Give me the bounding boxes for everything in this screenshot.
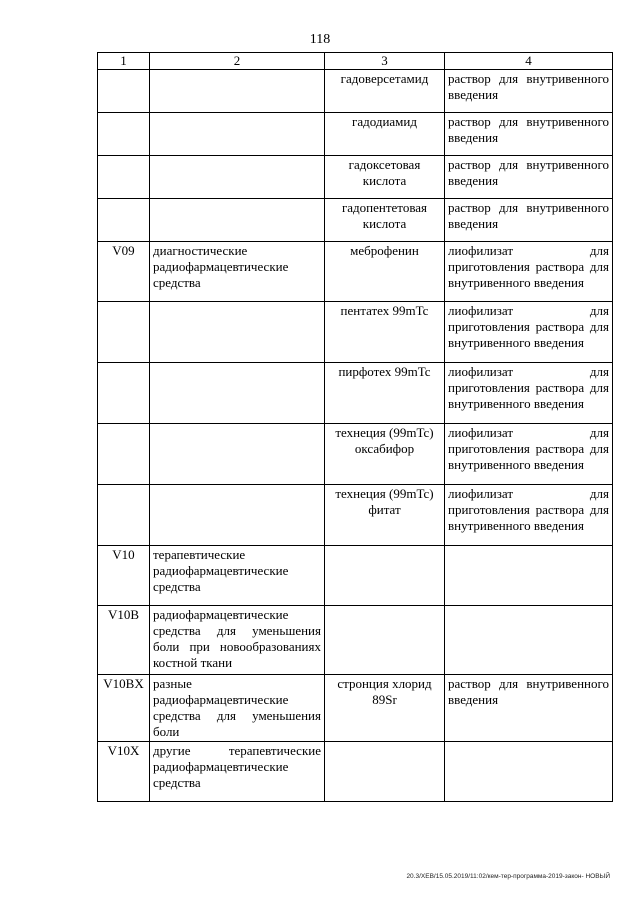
table-row [98, 424, 613, 485]
table-row [98, 675, 613, 742]
drug-name-cell: гадопентетовая кислота [325, 199, 445, 242]
atc-code-cell: V10B [98, 606, 150, 675]
drug-name-cell: пентатех 99mTc [325, 302, 445, 363]
table-row [98, 363, 613, 424]
drug-name-cell: технеция (99mTc) фитат [325, 485, 445, 546]
dosage-form-cell: лиофилизат для приготовления раствора для внутривенного введения [445, 242, 613, 302]
atc-code-cell [98, 302, 150, 363]
dosage-form-cell [445, 546, 613, 606]
dosage-form-cell: раствор для внутривенного введения [445, 675, 613, 742]
atc-code-cell [98, 363, 150, 424]
group-name-cell [150, 424, 325, 485]
group-name-cell: другие терапевтические радиофармацевтические средства [150, 742, 325, 802]
table-row [98, 485, 613, 546]
drug-name-cell: пирфотех 99mTc [325, 363, 445, 424]
drug-name-cell: меброфенин [325, 242, 445, 302]
group-name-cell: разные радиофармацевтические средства для уменьшения боли [150, 675, 325, 742]
header-cell-4: 4 [445, 53, 613, 70]
drug-name-cell [325, 742, 445, 802]
dosage-form-cell: лиофилизат для приготовления раствора для внутривенного введения [445, 424, 613, 485]
dosage-form-cell: раствор для внутривенного введения [445, 113, 613, 156]
atc-code-cell: V10 [98, 546, 150, 606]
drug-name-cell: гадодиамид [325, 113, 445, 156]
group-name-cell: радиофармацевтические средства для уменьшения боли при новообразованиях костной ткани [150, 606, 325, 675]
atc-code-cell [98, 485, 150, 546]
header-cell-1: 1 [98, 53, 150, 70]
dosage-form-cell: лиофилизат для приготовления раствора для внутривенного введения [445, 363, 613, 424]
header-cell-2: 2 [150, 53, 325, 70]
group-name-cell [150, 70, 325, 113]
atc-code-cell [98, 156, 150, 199]
drug-name-cell [325, 546, 445, 606]
atc-code-cell [98, 199, 150, 242]
dosage-form-cell: раствор для внутривенного введения [445, 70, 613, 113]
table-row [98, 606, 613, 675]
group-name-cell: терапевтические радиофармацевтические средства [150, 546, 325, 606]
group-name-cell [150, 199, 325, 242]
table-header-row [98, 53, 613, 70]
drug-name-cell: гадоксетовая кислота [325, 156, 445, 199]
atc-code-cell: V10X [98, 742, 150, 802]
drug-name-cell: гадоверсетамид [325, 70, 445, 113]
dosage-form-cell: раствор для внутривенного введения [445, 199, 613, 242]
table-row [98, 242, 613, 302]
table-row [98, 199, 613, 242]
group-name-cell [150, 485, 325, 546]
atc-code-cell: V09 [98, 242, 150, 302]
medication-table [97, 52, 613, 802]
drug-name-cell: технеция (99mTc) оксабифор [325, 424, 445, 485]
table-row [98, 742, 613, 802]
document-footer: 20.3/ХЕВ/15.05.2019/11:02/кем-тер-программа-2019-закон- НОВЫЙ [406, 873, 610, 880]
group-name-cell [150, 363, 325, 424]
table-row [98, 70, 613, 113]
dosage-form-cell [445, 742, 613, 802]
atc-code-cell [98, 424, 150, 485]
atc-code-cell: V10BX [98, 675, 150, 742]
header-cell-3: 3 [325, 53, 445, 70]
group-name-cell [150, 302, 325, 363]
table-row [98, 302, 613, 363]
table-row [98, 113, 613, 156]
drug-name-cell [325, 606, 445, 675]
group-name-cell: диагностические радиофармацевтические средства [150, 242, 325, 302]
dosage-form-cell: лиофилизат для приготовления раствора для внутривенного введения [445, 302, 613, 363]
table-row [98, 156, 613, 199]
group-name-cell [150, 156, 325, 199]
page-number: 118 [309, 32, 331, 47]
table-row [98, 546, 613, 606]
dosage-form-cell [445, 606, 613, 675]
dosage-form-cell: раствор для внутривенного введения [445, 156, 613, 199]
group-name-cell [150, 113, 325, 156]
atc-code-cell [98, 70, 150, 113]
atc-code-cell [98, 113, 150, 156]
dosage-form-cell: лиофилизат для приготовления раствора для внутривенного введения [445, 485, 613, 546]
drug-name-cell: стронция хлорид 89Sr [325, 675, 445, 742]
